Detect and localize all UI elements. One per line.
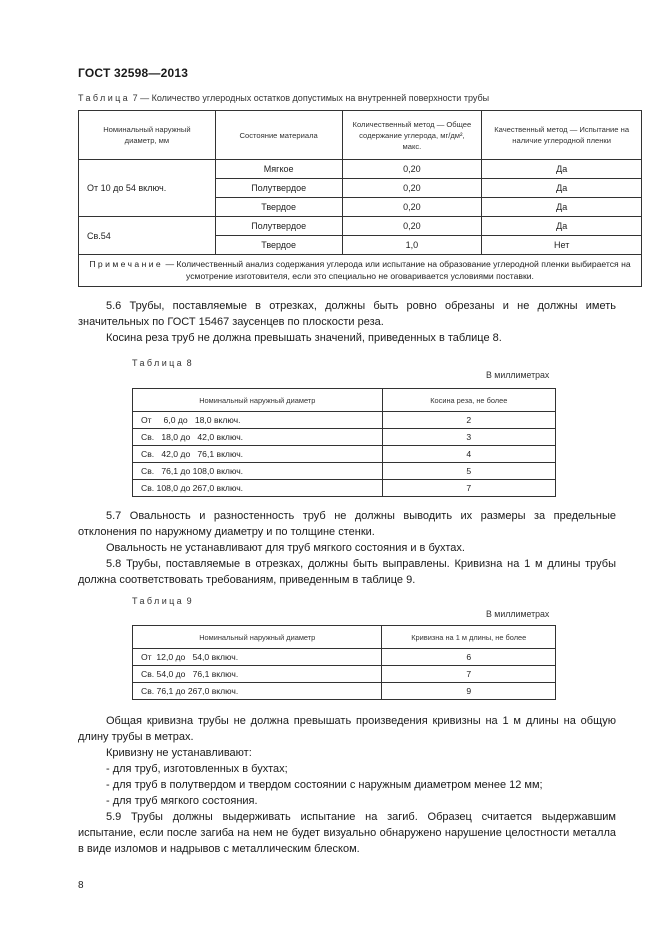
- table7-note-label: Примечание: [89, 259, 164, 269]
- table-row: [133, 480, 556, 497]
- table8-header-row: [133, 389, 556, 412]
- table7-col-diameter: Номинальный наружный диаметр, мм: [79, 111, 216, 160]
- table9-units: В миллиметрах: [486, 609, 550, 619]
- table8-col-bevel: Косина реза, не более: [382, 389, 555, 412]
- paragraph-ovality: Овальность не устанавливают для труб мягкого состояния и в бухтах.: [106, 542, 465, 554]
- table-row: [133, 429, 556, 446]
- table8: [132, 388, 556, 497]
- table9-caption: [132, 596, 192, 606]
- table9-col-curvature: Кривизна на 1 м длины, не более: [382, 626, 556, 649]
- table-row: [79, 160, 642, 179]
- table8-value-cell: 7: [382, 480, 555, 497]
- table8-range-cell: Св. 76,1 до 108,0 включ.: [133, 463, 383, 480]
- table7-state-cell: Твердое: [215, 236, 342, 255]
- table7-col-state: Состояние материала: [215, 111, 342, 160]
- table-row: [133, 412, 556, 429]
- table7-note-row: [79, 255, 642, 287]
- list-item: - для труб мягкого состояния.: [106, 795, 258, 807]
- table7-qual-cell: Да: [482, 217, 642, 236]
- paragraph-not-set: Кривизну не устанавливают:: [106, 747, 252, 759]
- table-row: [133, 463, 556, 480]
- table7-caption-text: 7 — Количество углеродных остатков допустимых на внутренней поверхности трубы: [130, 93, 490, 103]
- table9-range-cell: От 12,0 до 54,0 включ.: [133, 649, 382, 666]
- table7-header-row: [79, 111, 642, 160]
- table7-qual-cell: Да: [482, 198, 642, 217]
- table8-range-cell: Св. 108,0 до 267,0 включ.: [133, 480, 383, 497]
- table9-range-cell: Св. 76,1 до 267,0 включ.: [133, 683, 382, 700]
- table7-quant-cell: 1,0: [342, 236, 482, 255]
- table-row: [79, 217, 642, 236]
- table9-caption-num: 9: [184, 596, 192, 606]
- paragraph-5-8: 5.8 Трубы, поставляемые в отрезках, должны быть выправлены. Кривизна на 1 м длины трубы должна соответствовать требованиям, приведенным в таблице 9.: [78, 558, 616, 586]
- table7-quant-cell: 0,20: [342, 160, 482, 179]
- table8-value-cell: 5: [382, 463, 555, 480]
- table7-quant-cell: 0,20: [342, 217, 482, 236]
- table7-col-qual: Качественный метод — Испытание на наличие углеродной пленки: [482, 111, 642, 160]
- table7-col-quant: Количественный метод — Общее содержание углерода, мг/дм², макс.: [342, 111, 482, 160]
- table8-caption: [132, 358, 192, 368]
- table7-qual-cell: Да: [482, 179, 642, 198]
- table7-caption: [78, 93, 489, 103]
- page-title: ГОСТ 32598—2013: [78, 66, 189, 80]
- table7-diameter-cell: Св.54: [79, 217, 216, 255]
- table9-range-cell: Св. 54,0 до 76,1 включ.: [133, 666, 382, 683]
- table9-col-diameter: Номинальный наружный диаметр: [133, 626, 382, 649]
- table-row: [133, 666, 556, 683]
- table7-note: [79, 255, 642, 287]
- table7-quant-cell: 0,20: [342, 179, 482, 198]
- table7-quant-cell: 0,20: [342, 198, 482, 217]
- table8-col-diameter: Номинальный наружный диаметр: [133, 389, 383, 412]
- list-item: - для труб, изготовленных в бухтах;: [106, 763, 288, 775]
- table8-value-cell: 3: [382, 429, 555, 446]
- table8-units: В миллиметрах: [486, 370, 550, 380]
- table8-value-cell: 4: [382, 446, 555, 463]
- table9-caption-label: Таблица: [132, 596, 185, 606]
- table9-header-row: [133, 626, 556, 649]
- table-row: [133, 649, 556, 666]
- table7-state-cell: Твердое: [215, 198, 342, 217]
- table7: [78, 110, 642, 287]
- table7-qual-cell: Да: [482, 160, 642, 179]
- table9-value-cell: 6: [382, 649, 556, 666]
- table7-state-cell: Полутвердое: [215, 217, 342, 236]
- paragraph-bevel: Косина реза труб не должна превышать значений, приведенных в таблице 8.: [106, 332, 502, 344]
- table8-caption-num: 8: [184, 358, 192, 368]
- table7-state-cell: Полутвердое: [215, 179, 342, 198]
- table7-diameter-cell: От 10 до 54 включ.: [79, 160, 216, 217]
- table9-value-cell: 7: [382, 666, 556, 683]
- table9-value-cell: 9: [382, 683, 556, 700]
- table8-caption-label: Таблица: [132, 358, 185, 368]
- table7-state-cell: Мягкое: [215, 160, 342, 179]
- table8-value-cell: 2: [382, 412, 555, 429]
- table-row: [133, 446, 556, 463]
- table-row: [133, 683, 556, 700]
- table7-caption-label: Таблица: [78, 93, 131, 103]
- table7-note-text: — Количественный анализ содержания углерода или испытание на образование углеродной пленки выбирается на усмотрение изготовителя, если это специально не оговаривается условиями поставки.: [163, 259, 631, 281]
- paragraph-5-9: 5.9 Трубы должны выдерживать испытание на загиб. Образец считается выдержавшим испытание, если после загиба на нем не будет визуально обнаружено нарушение целостности металла в виде изломов и надрывов с металлическим блеском.: [78, 811, 616, 855]
- table8-range-cell: Св. 42,0 до 76,1 включ.: [133, 446, 383, 463]
- paragraph-5-7: 5.7 Овальность и разностенность труб не должны выводить их размеры за предельные отклонения по наружному диаметру и по толщине стенки.: [78, 510, 616, 538]
- paragraph-5-6: 5.6 Трубы, поставляемые в отрезках, должны быть ровно обрезаны и не должны иметь значительных по ГОСТ 15467 заусенцев по плоскости реза.: [78, 300, 616, 328]
- list-item: - для труб в полутвердом и твердом состоянии с наружным диаметром менее 12 мм;: [106, 779, 543, 791]
- table8-range-cell: От 6,0 до 18,0 включ.: [133, 412, 383, 429]
- table7-qual-cell: Нет: [482, 236, 642, 255]
- page-number: 8: [78, 880, 84, 891]
- paragraph-total-curvature: Общая кривизна трубы не должна превышать произведения кривизны на 1 м длины на общую длину трубы в метрах.: [78, 715, 616, 743]
- table8-range-cell: Св. 18,0 до 42,0 включ.: [133, 429, 383, 446]
- table9: [132, 625, 556, 700]
